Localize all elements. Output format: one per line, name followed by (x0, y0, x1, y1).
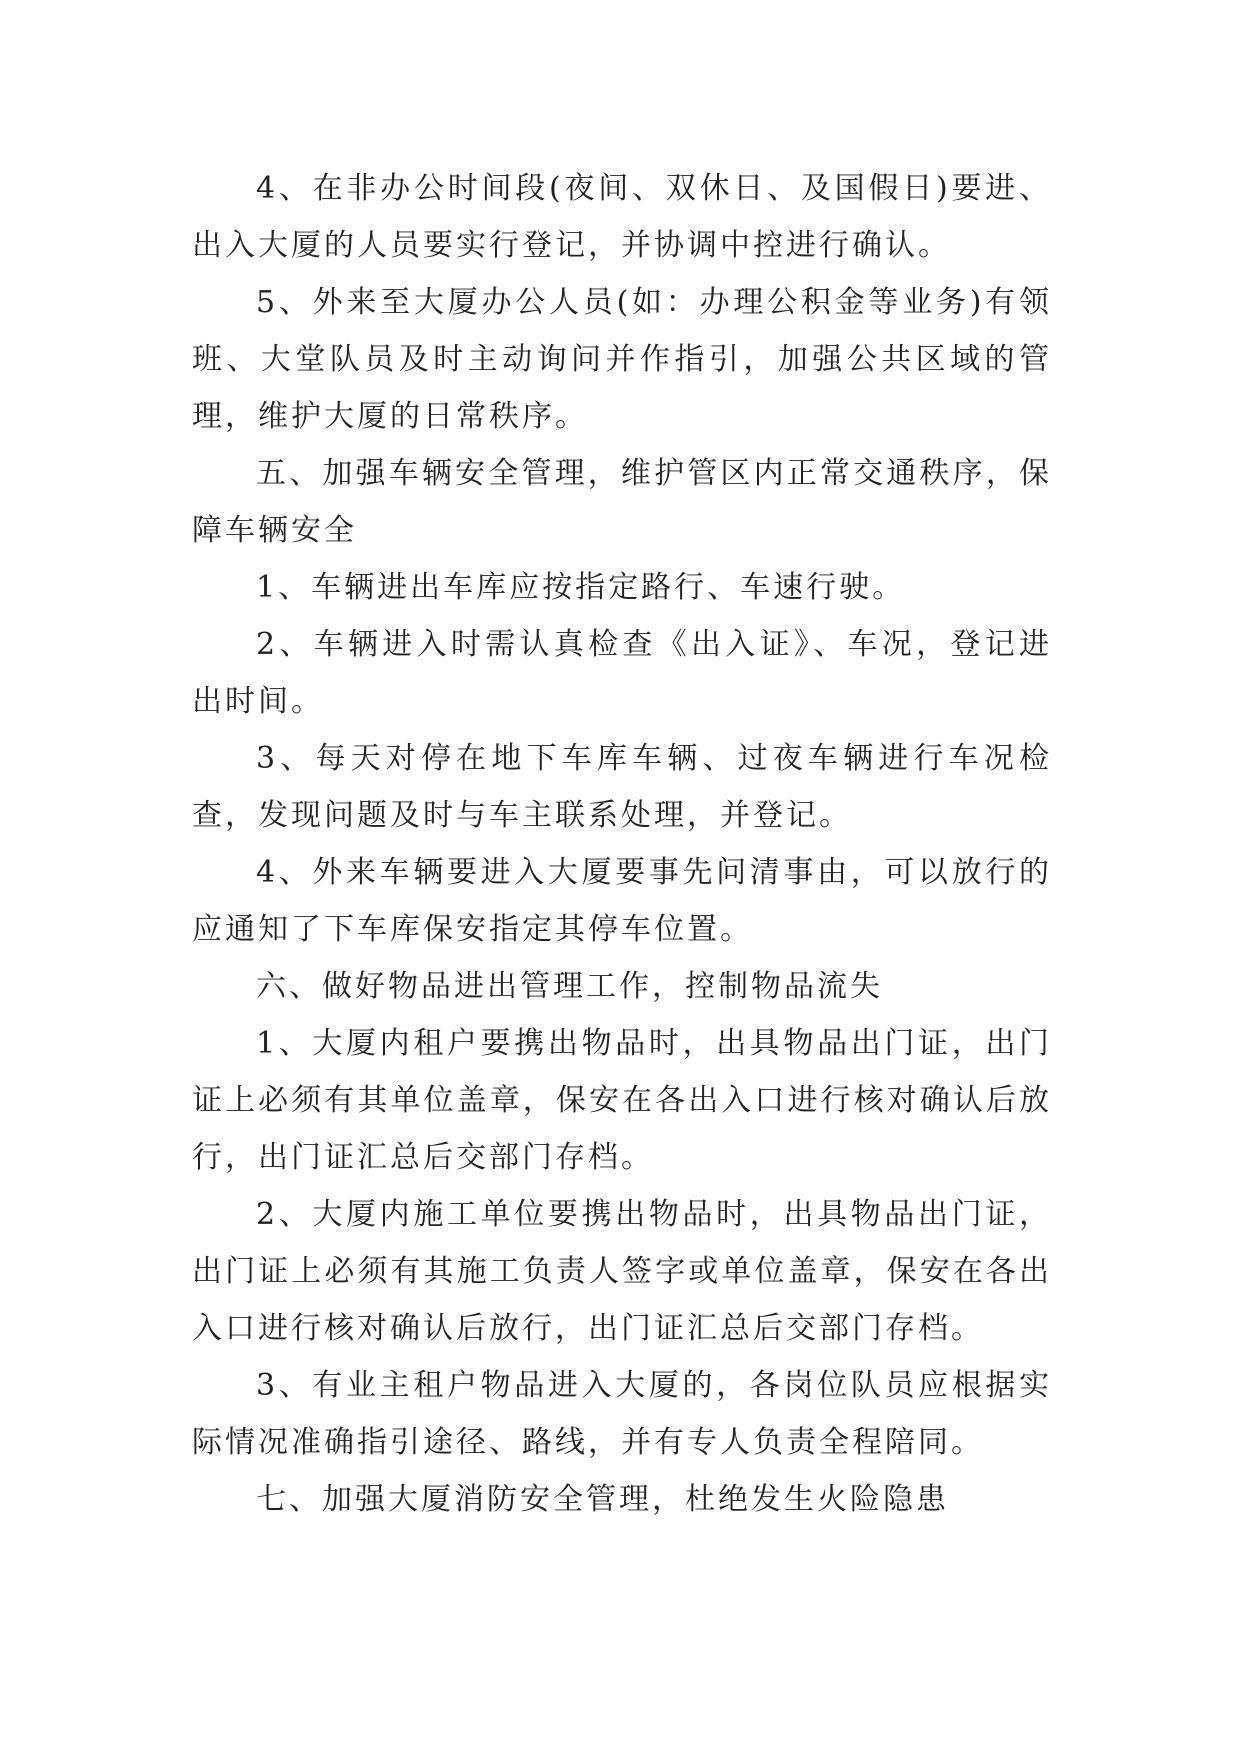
paragraph-vehicle-item-4: 4、外来车辆要进入大厦要事先问清事由，可以放行的应通知了下车库保安指定其停车位置。 (192, 855, 1052, 947)
section-heading-fire-safety: 七、加强大厦消防安全管理，杜绝发生火险隐患 (256, 1482, 949, 1517)
paragraph-vehicle-item-3: 3、每天对停在地下车库车辆、过夜车辆进行车况检查，发现问题及时与车主联系处理，并登记。 (192, 741, 1052, 833)
paragraph-vehicle-item-2: 2、车辆进入时需认真检查《出入证》、车况，登记进出时间。 (192, 627, 1052, 719)
paragraph-item-5-visitors: 5、外来至大厦办公人员(如：办理公积金等业务)有领班、大堂队员及时主动询问并作指引，加强公共区域的管理，维护大厦的日常秩序。 (192, 285, 1052, 434)
paragraph-vehicle-item-1: 1、车辆进出车库应按指定路行、车速行驶。 (256, 570, 906, 605)
section-heading-vehicle-safety: 五、加强车辆安全管理，维护管区内正常交通秩序，保障车辆安全 (192, 456, 1052, 548)
paragraph-goods-item-3: 3、有业主租户物品进入大厦的，各岗位队员应根据实际情况准确指引途径、路线，并有专人负责全程陪同。 (192, 1368, 1052, 1460)
document-body (192, 160, 1052, 1528)
paragraph-goods-item-1: 1、大厦内租户要携出物品时，出具物品出门证，出门证上必须有其单位盖章，保安在各出入口进行核对确认后放行，出门证汇总后交部门存档。 (192, 1026, 1052, 1175)
paragraph-goods-item-2: 2、大厦内施工单位要携出物品时，出具物品出门证，出门证上必须有其施工负责人签字或单位盖章，保安在各出入口进行核对确认后放行，出门证汇总后交部门存档。 (192, 1197, 1052, 1346)
paragraph-item-4-nonoffice-hours: 4、在非办公时间段(夜间、双休日、及国假日)要进、出入大厦的人员要实行登记，并协调中控进行确认。 (192, 171, 1052, 263)
section-heading-goods-management: 六、做好物品进出管理工作，控制物品流失 (256, 969, 883, 1004)
